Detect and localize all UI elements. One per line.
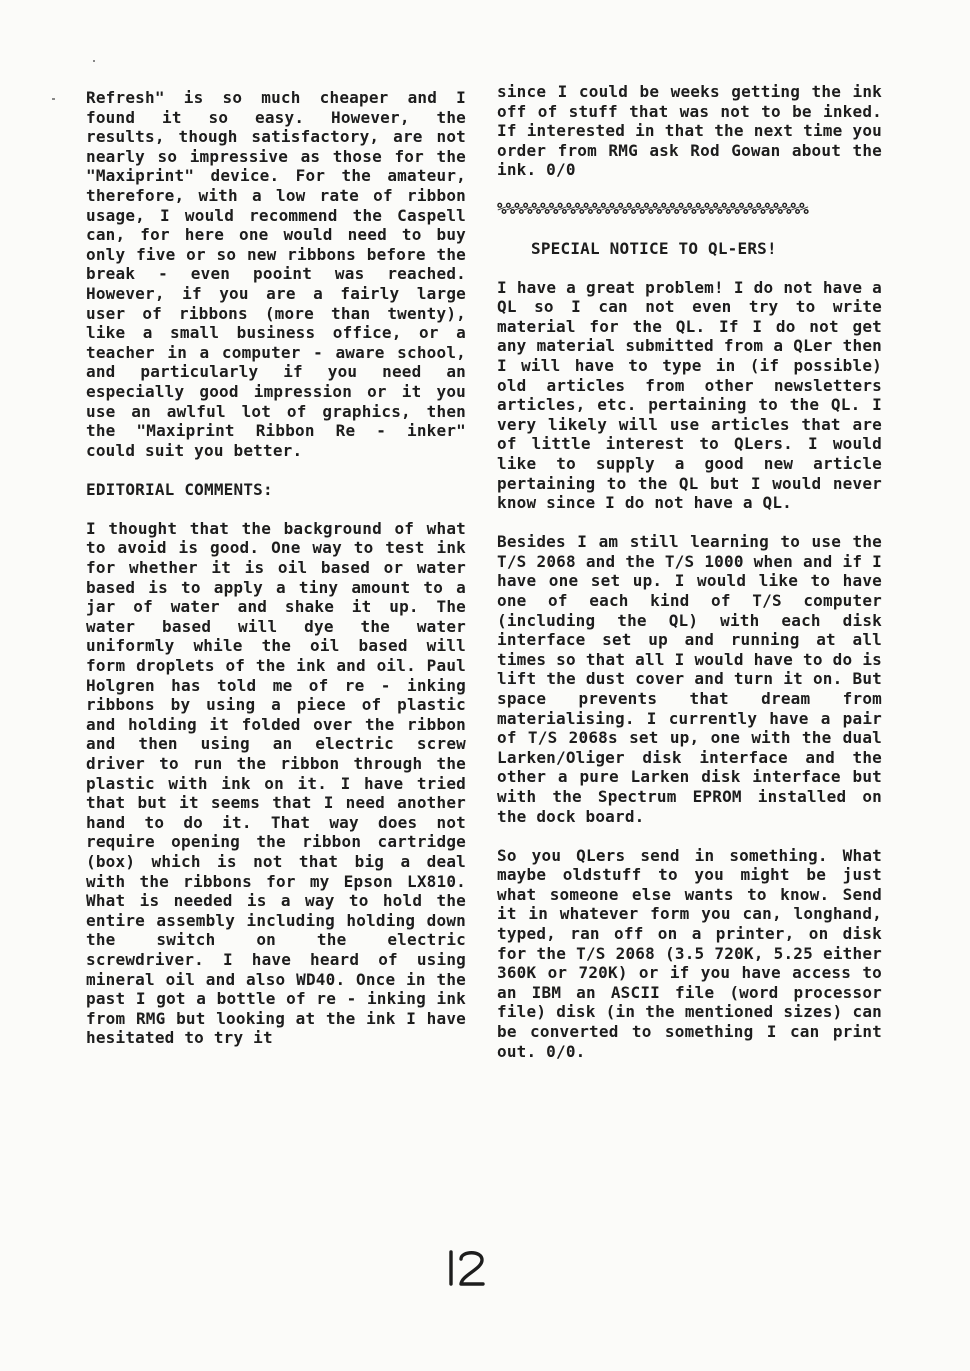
ts-computers-paragraph: Besides I am still learning to use the T/S 2068 and the T/S 1000 when and if I have one set up. I would like to have one of each kind of T/S computer (including the QL) with each disk interface set up and running at all times so that all I would have to do is lift the dust cover and turn it on. But space prevents that dream from materialising. I currently have a pair of T/S 2068s set up, one with the dual Larken/Oliger disk interface and the other a pure Larken disk interface but with the Spectrum EPROM installed on the dock board. [497, 532, 882, 826]
right-column [497, 82, 882, 1061]
send-something-paragraph: So you QLers send in something. What maybe oldstuff to you might be just what someone else wants to know. Send it in whatever form you can, longhand, typed, ran off on a printer, on disk for the T/S 2068 (3.5 720K, 5.25 either 360K or 720K) or if you have access to an IBM an ASCII file (word processor file) disk (in the mentioned sizes) can be converted to something I can print out. 0/0. [497, 845, 882, 1061]
ql-problem-paragraph: I have a great problem! I do not have a QL so I can not even try to write material for the QL. If I do not get any material submitted from a QLer then I will have to type in (if possible) old articles from other newsletters articles, etc. pertaining to the QL. I very likely will use articles that are of little interest to QLers. I would like to supply a good new article pertaining to the QL but I would never know since I do not have a QL. [497, 277, 882, 513]
page-number-glyph [446, 1250, 496, 1286]
page-number [446, 1250, 496, 1286]
ink-continuation-paragraph: since I could be weeks getting the ink off of stuff that was not to be inked. If interested in that the next time you order from RMG ask Rod Gowan about the ink. 0/0 [497, 82, 882, 180]
left-column [86, 88, 466, 1048]
editorial-comments-heading: EDITORIAL COMMENTS: [86, 479, 273, 499]
percent-separator: %%%%%%%%%%%%%%%%%%%%%%%%%%%%%%%%%%%% [497, 199, 808, 219]
special-notice-title: SPECIAL NOTICE TO QL-ERS! [531, 238, 777, 258]
editorial-comments-paragraph: I thought that the background of what to avoid is good. One way to test ink for whether it is oil based or water based is to apply a tiny amount to a jar of water and shake it up. The water based will dye the water uniformly while the oil based will form droplets of the ink and oil. Paul Holgren has told me of re - inking ribbons by using a piece of plastic and holding it folded over the ribbon and then using an electric screw driver to run the ribbon through the plastic with ink on it. I have tried that but it seems that I need another hand to do it. That way does not require opening the ribbon cartridge (box) which is not that big a deal with the ribbons for my Epson LX810. What is needed is a way to hold the entire assembly including holding down the switch on the electric screwdriver. I have heard of using mineral oil and also WD40. Once in the past I got a bottle of re - inking ink from RMG but looking at the ink I have hesitated to try it [86, 518, 466, 1048]
scan-speck [93, 60, 95, 62]
scan-speck [52, 98, 55, 100]
ribbon-comparison-paragraph: Refresh" is so much cheaper and I found it so easy. However, the results, though satisfactory, are not nearly so impressive as those for the "Maxiprint" device. For the amateur, therefore, with a low rate of ribbon usage, I would recommend the Caspell can, for here one would need to buy only five or so new ribbons before the break - even pooint was reached. However, if you are a fairly large user of ribbons (more than twenty), like a small business office, or a teacher in a computer - aware school, and particularly if you need an especially good impression or it you use an awlful lot of graphics, then the "Maxiprint Ribbon Re - inker" could suit you better. [86, 88, 466, 460]
